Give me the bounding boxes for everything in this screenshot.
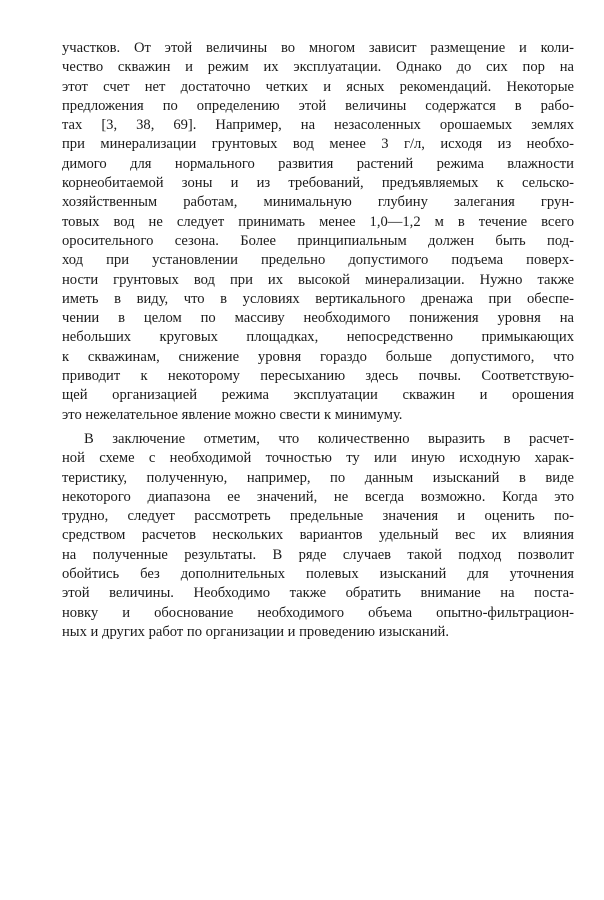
paragraph-1 xyxy=(62,39,574,425)
text-line: средством расчетов нескольких вариантов удельный вес их влияния xyxy=(62,527,574,544)
text-line: ных и других работ по организации и проведению изысканий. xyxy=(62,623,449,640)
text-line: ной схеме с необходимой точностью ту или иную исходную харак- xyxy=(62,450,574,467)
text-line: чество скважин и режим их эксплуатации. Однако до сих пор на xyxy=(62,59,574,76)
text-line: к скважинам, снижение уровня гораздо больше допустимого, что xyxy=(62,348,574,365)
text-line: иметь в виду, что в условиях вертикального дренажа при обеспе- xyxy=(62,290,574,307)
text-line: участков. От этой величины во многом зависит размещение и коли- xyxy=(62,40,574,56)
text-line: тах [3, 38, 69]. Например, на незасоленных орошаемых землях xyxy=(62,117,574,134)
text-line: щей организацией режима эксплуатации скважин и орошения xyxy=(62,387,574,404)
text-line: на полученные результаты. В ряде случаев такой подход позволит xyxy=(62,546,574,563)
text-line: чении в целом по массиву необходимого понижения уровня на xyxy=(62,310,574,327)
text-line: при минерализации грунтовых вод менее 3 г/л, исходя из необхо- xyxy=(62,136,574,153)
text-line: предложения по определению этой величины содержатся в рабо- xyxy=(62,97,574,114)
text-line: В заключение отметим, что количественно выразить в расчет- xyxy=(84,430,574,447)
text-line: корнеобитаемой зоны и из требований, предъявляемых к сельско- xyxy=(62,175,574,192)
text-line: трудно, следует рассмотреть предельные значения и оценить по- xyxy=(62,508,574,525)
text-line: теристику, полученную, например, по данным изысканий в виде xyxy=(62,469,574,486)
text-line: обойтись без дополнительных полевых изысканий для уточнения xyxy=(62,566,574,583)
text-line: ности грунтовых вод при их высокой минерализации. Нужно также xyxy=(62,271,574,288)
text-line: хозяйственным работам, минимальную глубину залегания грун- xyxy=(62,194,574,211)
text-line: это нежелательное явление можно свести к минимуму. xyxy=(62,406,403,423)
text-line: ход при установлении предельно допустимого подъема поверх- xyxy=(62,252,574,269)
text-line: товых вод не следует принимать менее 1,0—1,2 м в течение всего xyxy=(62,213,574,230)
text-line: некоторого диапазона ее значений, не всегда возможно. Когда это xyxy=(62,488,574,505)
text-line: этот счет нет достаточно четких и ясных рекомендаций. Некоторые xyxy=(62,78,574,95)
text-line: небольших круговых площадках, непосредственно примыкающих xyxy=(62,329,574,346)
body-text xyxy=(62,39,574,642)
text-line: новку и обоснование необходимого объема опытно-фильтрацион- xyxy=(62,604,574,621)
paragraph-2 xyxy=(62,430,574,642)
text-line: оросительного сезона. Более принципиальным должен быть под- xyxy=(62,232,574,249)
text-line: этой величины. Необходимо также обратить внимание на поста- xyxy=(62,585,574,602)
text-line: приводит к некоторому пересыханию здесь почвы. Соответствую- xyxy=(62,368,574,385)
text-line: димого для нормального развития растений режима влажности xyxy=(62,155,574,172)
